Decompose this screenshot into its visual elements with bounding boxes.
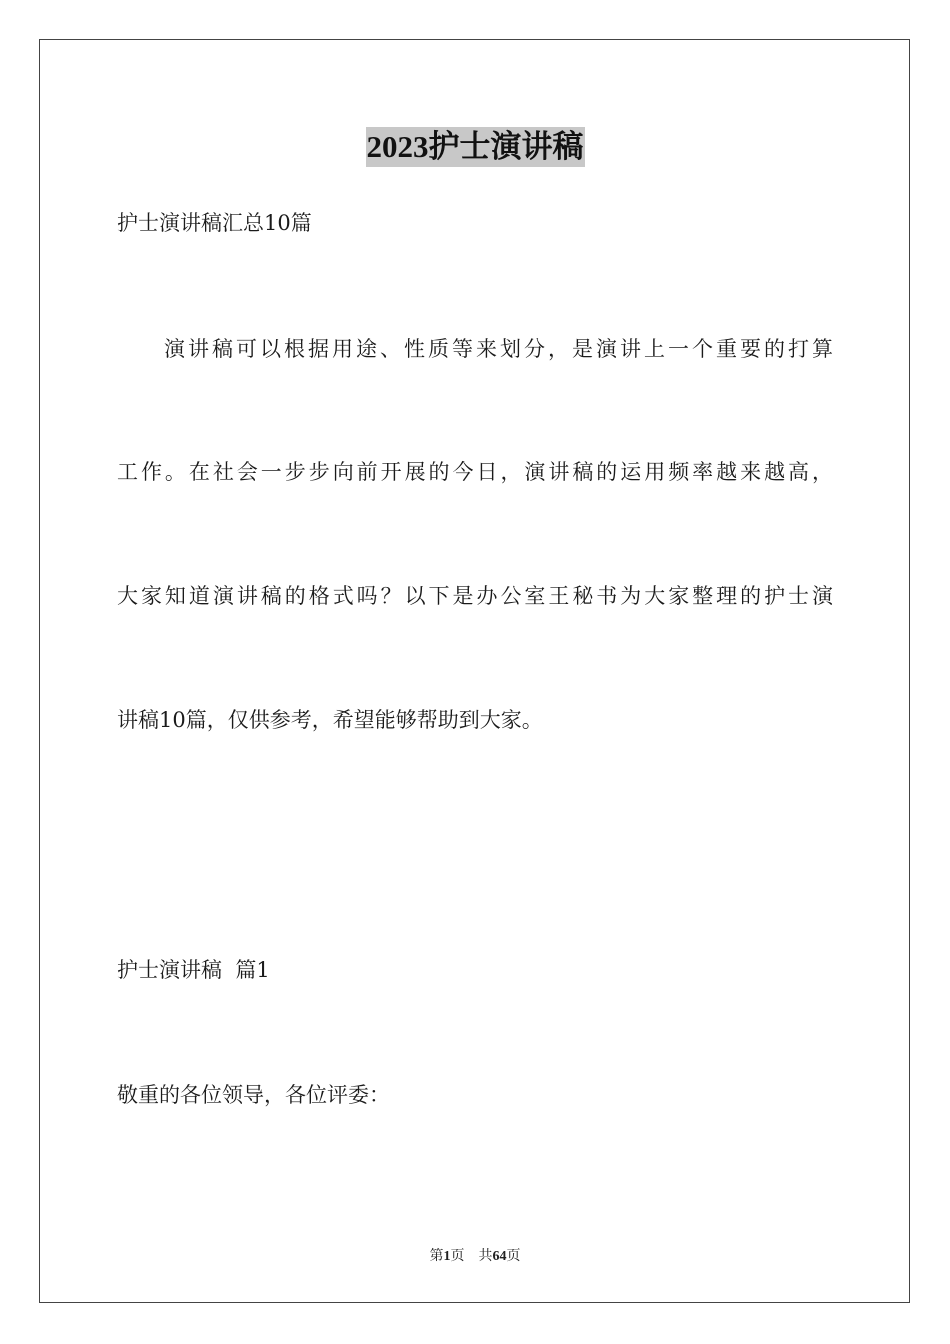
intro-paragraph-line-4: 讲稿10篇，仅供参考，希望能够帮助到大家。 (117, 708, 543, 732)
salutation: 敬重的各位领导，各位评委： (117, 1083, 390, 1107)
document-subtitle: 护士演讲稿汇总10篇 (117, 211, 312, 235)
footer-page-prefix: 第 (429, 1249, 444, 1264)
footer-total-prefix: 共 (478, 1249, 493, 1264)
footer-page-suffix: 页 (450, 1249, 465, 1264)
section-heading: 护士演讲稿 篇1 (117, 958, 270, 982)
intro-paragraph-line-3: 大家知道演讲稿的格式吗？以下是办公室王秘书为大家整理的护士演 (117, 584, 833, 608)
footer-page-total: 64 (492, 1249, 507, 1264)
footer-total-suffix: 页 (506, 1249, 521, 1264)
title-container (0, 127, 950, 167)
footer-page-current: 1 (443, 1249, 451, 1264)
page-footer (0, 1247, 950, 1267)
document-title: 2023护士演讲稿 (366, 127, 585, 167)
intro-paragraph-line-1: 演讲稿可以根据用途、性质等来划分，是演讲上一个重要的打算 (164, 337, 833, 361)
intro-paragraph-line-2: 工作。在社会一步步向前开展的今日，演讲稿的运用频率越来越高， (117, 460, 833, 484)
